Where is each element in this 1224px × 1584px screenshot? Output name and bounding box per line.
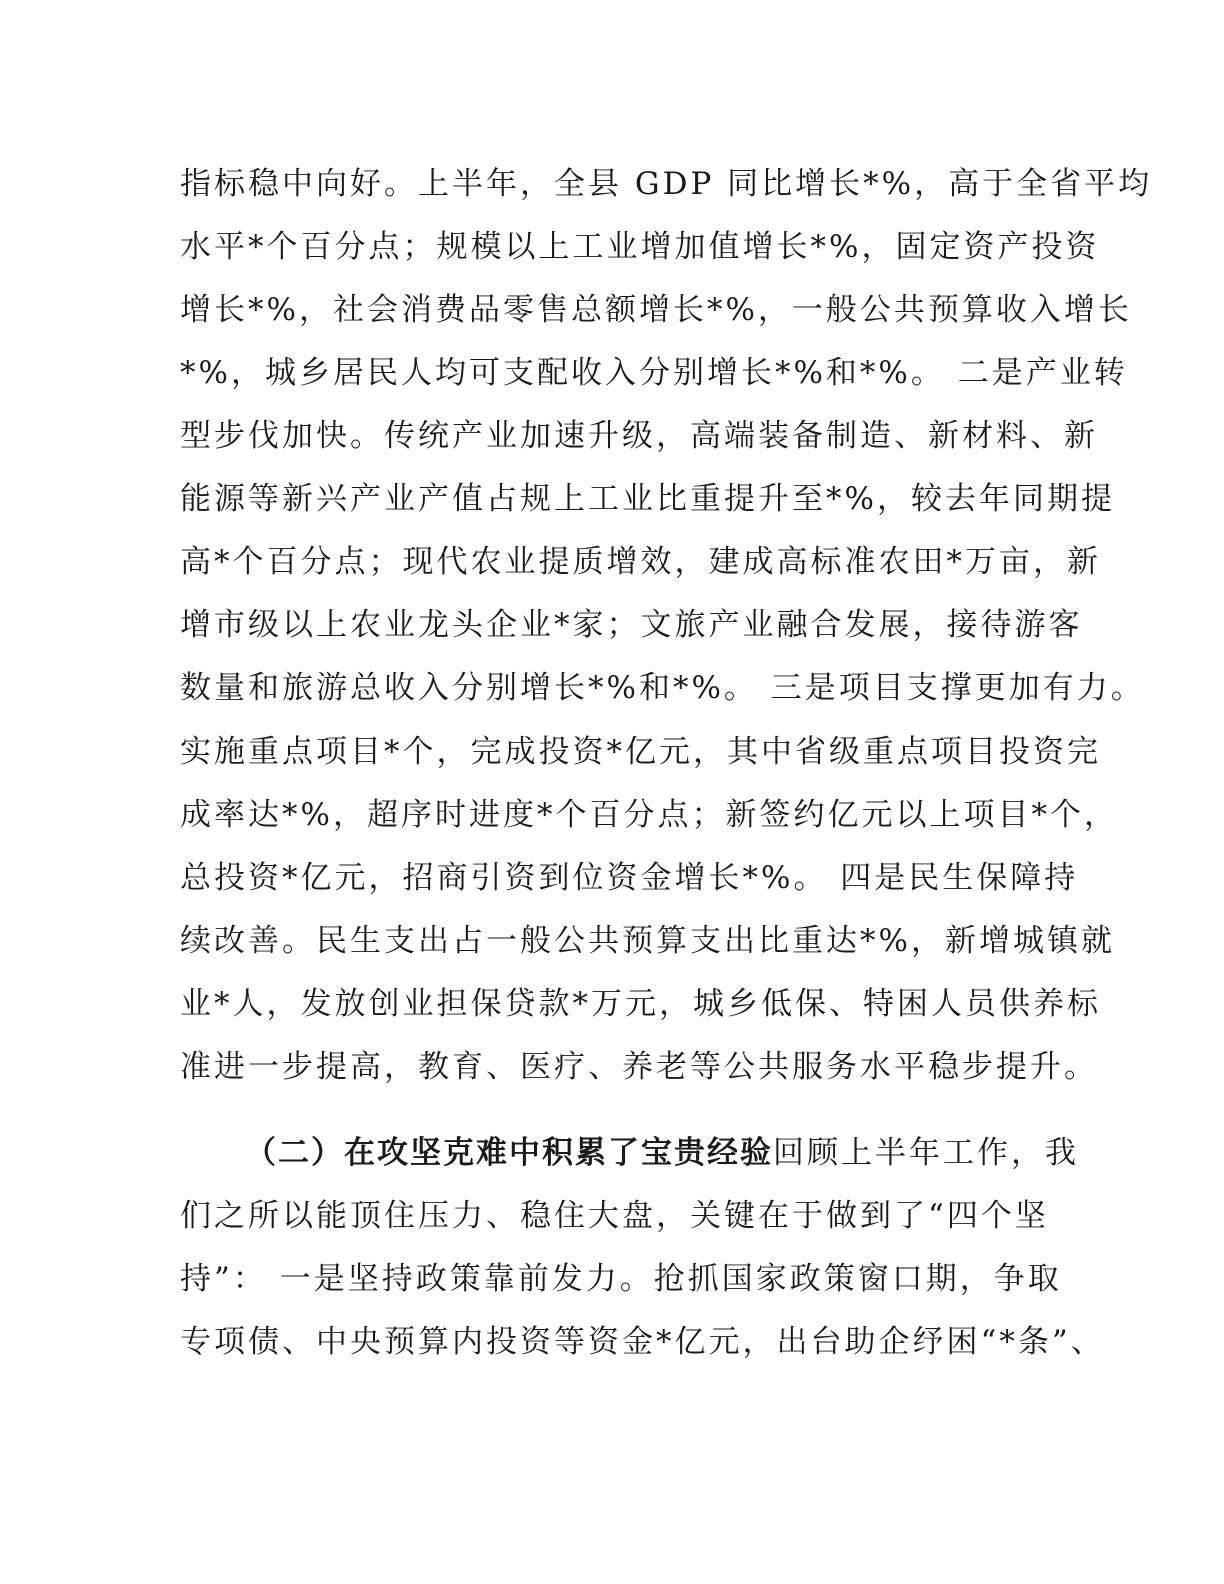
text-line: 专项债、中央预算内投资等资金*亿元，出台助企纾困“*条”、 — [180, 1324, 1105, 1360]
text-line: 能源等新兴产业产值占规上工业比重提升至*%，较去年同期提 — [180, 481, 1115, 517]
text-line: 续改善。民生支出占一般公共预算支出比重达*%，新增城镇就 — [180, 923, 1115, 959]
text-line: 数量和旅游总收入分别增长*%和*%。 三是项目支撑更加有力。 — [180, 670, 1145, 706]
text-line: 实施重点项目*个，完成投资*亿元，其中省级重点项目投资完 — [180, 734, 1101, 770]
text-line: 水平*个百分点；规模以上工业增加值增长*%，固定资产投资 — [180, 229, 1100, 265]
text-line: 成率达*%，超序时进度*个百分点；新签约亿元以上项目*个， — [180, 797, 1118, 833]
section-heading: （二）在攻坚克难中积累了宝贵经验 — [245, 1135, 773, 1171]
text-line: 增长*%，社会消费品零售总额增长*%，一般公共预算收入增长 — [180, 292, 1132, 328]
text-line: 指标稳中向好。上半年，全县 GDP 同比增长*%，高于全省平均 — [180, 166, 1153, 202]
text-line: 们之所以能顶住压力、稳住大盘，关键在于做到了“四个坚 — [180, 1198, 1049, 1234]
text-line: 总投资*亿元，招商引资到位资金增长*%。 四是民生保障持 — [180, 860, 1079, 896]
section-heading-line — [245, 1133, 1079, 1173]
text-line: *%，城乡居民人均可支配收入分别增长*%和*%。 二是产业转 — [180, 355, 1128, 391]
text-line: 型步伐加快。传统产业加速升级，高端装备制造、新材料、新 — [180, 418, 1098, 454]
section-heading-tail: 回顾上半年工作，我 — [773, 1135, 1079, 1171]
text-line: 业*人，发放创业担保贷款*万元，城乡低保、特困人员供养标 — [180, 986, 1101, 1022]
text-line: 增市级以上农业龙头企业*家；文旅产业融合发展，接待游客 — [180, 607, 1083, 643]
text-line: 高*个百分点；现代农业提质增效，建成高标准农田*万亩，新 — [180, 544, 1101, 580]
text-line: 持”： 一是坚持政策靠前发力。抢抓国家政策窗口期，争取 — [180, 1261, 1062, 1297]
text-line: 准进一步提高，教育、医疗、养老等公共服务水平稳步提升。 — [180, 1049, 1098, 1085]
